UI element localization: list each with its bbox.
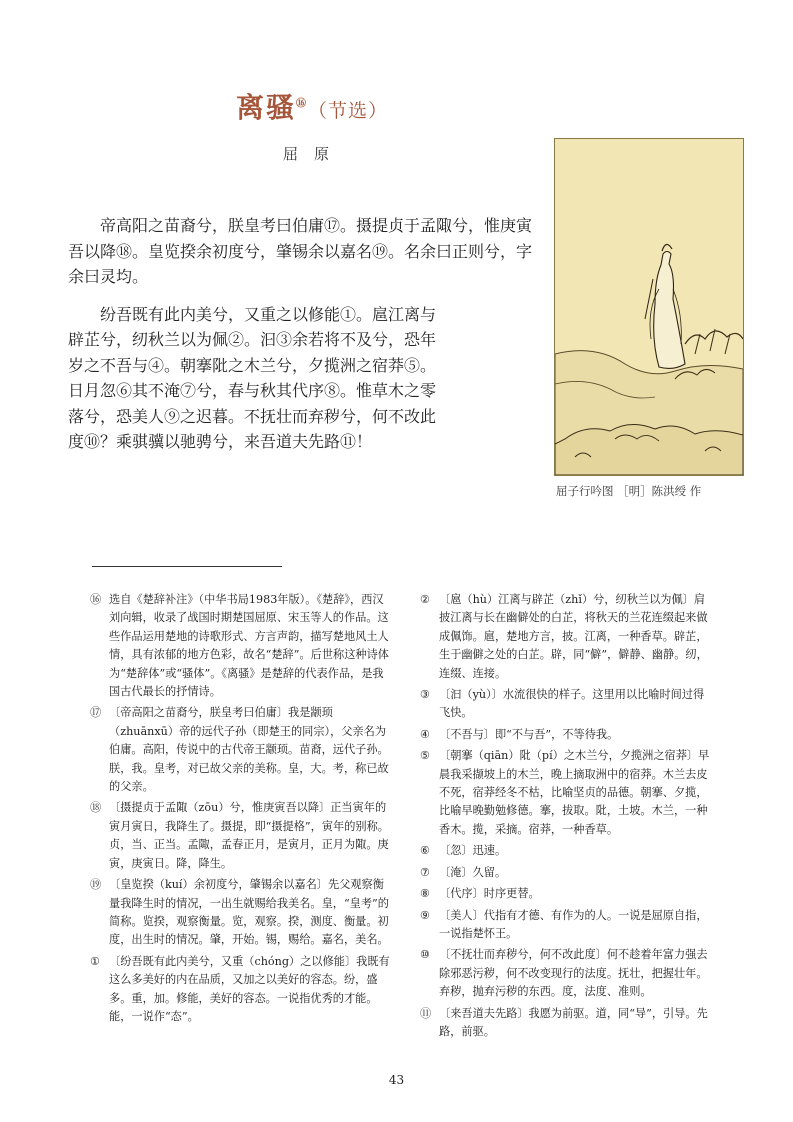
title-main: 离骚 (236, 91, 297, 124)
footnote: ⑨ 〔美人〕代指有才德、有作为的人。一说是屈原自指，一说指楚怀王。 (420, 908, 708, 940)
page-number: 43 (388, 1073, 405, 1087)
notes-left-column (90, 591, 390, 1029)
author-name: 屈原 (283, 145, 346, 163)
poem-paragraph-2: 纷吾既有此内美兮，又重之以修能①。扈江离与辟芷兮，纫秋兰以为佩②。汩③余若将不及兮，恐年岁之不吾与④。朝搴阰之木兰兮，夕揽洲之宿莽⑤。日月忽⑥其不淹⑦兮，春与秋其代序⑧。惟草木之零落兮，恐美人⑨之迟暮。不抚壮而弃秽兮，何不改此度⑩？乘骐骥以驰骋兮，来吾道夫先路⑪！ (68, 304, 437, 451)
illustration-drawing (555, 139, 743, 475)
footnote: ⑲ 〔皇览揆（kuí）余初度兮，肇锡余以嘉名〕先父观察衡量我降生时的情况，一出生就赐给我美名。皇，“皇考”的简称。览揆，观察衡量。览，观察。揆，测度、衡量。初度，出生时的情况。肇，开始。锡，赐给。嘉名，美名。 (90, 878, 389, 947)
footnote: ① 〔纷吾既有此内美兮，又重（chóng）之以修能〕我既有这么多美好的内在品质，又加之以美好的容态。纷，盛多。重，加。修能，美好的容态。一说指优秀的才能。能，一说作“态”。 (90, 954, 390, 1023)
footnote: ⑰ 〔帝高阳之苗裔兮，朕皇考曰伯庸〕我是颛顼（zhuānxū）帝的远代子孙（即楚王的同宗），父亲名为伯庸。高阳，传说中的古代帝王颛顼。苗裔，远代子孙。朕，我。皇考，对已故父亲的美称。皇，大。考，称已故的父亲。 (90, 706, 389, 794)
footnote: ⑦ 〔淹〕久留。 (420, 865, 507, 879)
footnote: ⑩ 〔不抚壮而弃秽兮，何不改此度〕何不趁着年富力强去除邪恶污秽，何不改变现行的法度。抚壮，把握壮年。弃秽，抛弃污秽的东西。度，法度、准则。 (420, 948, 708, 999)
poem-paragraph-1: 帝高阳之苗裔兮，朕皇考曰伯庸⑰。摄提贞于孟陬兮，惟庚寅吾以降⑱。皇览揆余初度兮，肇锡余以嘉名⑲。名余曰正则兮，字余曰灵均。 (68, 216, 533, 286)
illustration-quzi-xingyin (554, 138, 744, 476)
footnote: ⑧ 〔代序〕时序更替。 (420, 887, 540, 901)
footnote: ⑤ 〔朝搴（qiān）阰（pí）之木兰兮，夕揽洲之宿莽〕早晨我采撷坡上的木兰，晚上摘取洲中的宿莽。木兰去皮不死，宿莽经冬不枯，比喻坚贞的品德。朝搴、夕揽，比喻早晚勤勉修德。搴，拔取。阰，土坡。木兰，一种香木。揽，采摘。宿莽，一种香草。 (420, 749, 710, 836)
illustration-caption: 屈子行吟图 ［明］陈洪绶 作 (556, 484, 702, 498)
footnote: ③ 〔汩（yù）〕水流很快的样子。这里用以比喻时间过得飞快。 (420, 688, 705, 720)
title-sub: （节选） (308, 100, 389, 122)
footnote: ⑱ 〔摄提贞于孟陬（zōu）兮，惟庚寅吾以降〕正当寅年的寅月寅日，我降生了。摄提，即“摄提格”，寅年的别称。贞，当、正当。孟陬，孟春正月，是寅月，正月为陬。庚寅，庚寅日。降，降生。 (90, 801, 389, 870)
footnote: ⑯ 选自《楚辞补注》（中华书局1983年版）。《楚辞》，西汉刘向辑，收录了战国时期楚国屈原、宋玉等人的作品。这些作品运用楚地的诗歌形式、方言声韵，描写楚地风土人情，具有浓郁的地方色彩，故名“楚辞”。后世称这种诗体为“楚辞体”或“骚体”。《离骚》是楚辞的代表作品，是我国古代最长的抒情诗。 (90, 593, 389, 699)
footnote: ② 〔扈（hù）江离与辟芷（zhǐ）兮，纫秋兰以为佩〕肩披江离与长在幽僻处的白芷，将秋天的兰花连缀起来做成佩饰。扈，楚地方言，披。江离，一种香草。辟芷，生于幽僻之处的白芷。辟，同“僻”，僻静、幽静。纫，连缀、连接。 (420, 593, 708, 680)
title-note-mark: ⑯ (296, 98, 309, 110)
notes-divider (92, 566, 282, 567)
poem-title (236, 86, 388, 126)
notes-right-column (420, 591, 710, 1044)
poem-body (68, 213, 538, 467)
footnote: ⑪ 〔来吾道夫先路〕我愿为前驱。道，同“导”，引导。先路，前驱。 (420, 1006, 708, 1038)
footnote: ⑥ 〔忽〕迅速。 (420, 844, 507, 858)
footnote: ④ 〔不吾与〕即“不与吾”，不等待我。 (420, 727, 619, 741)
